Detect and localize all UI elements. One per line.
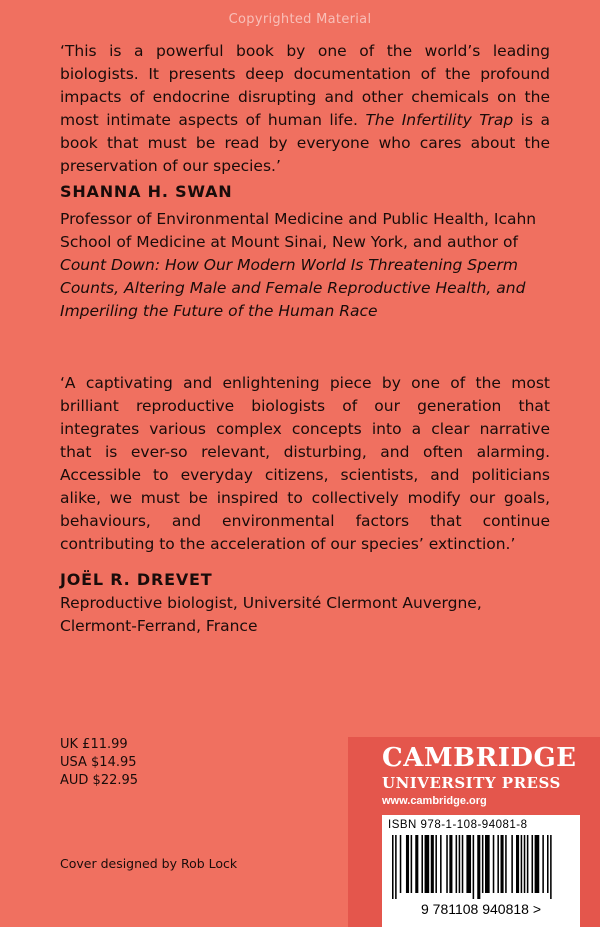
barcode-bar xyxy=(435,835,437,893)
barcode-bar xyxy=(521,835,523,893)
barcode-bar xyxy=(406,835,409,893)
affiliation-1-text: Professor of Environmental Medicine and Public Health, Icahn School of Medicine at Mount Sinai, New York, and author of xyxy=(60,210,537,251)
price-aud: AUD $22.95 xyxy=(60,773,139,788)
quote-1-part-1: ‘This is a powerful book by one of the world’s leading biologists. It presents deep documentation of the profound impacts of endocrine disrupting and other chemicals on the most intimate aspects of human life. xyxy=(60,42,550,129)
endorsement-quote-1 xyxy=(60,40,550,178)
endorser-affiliation-2: Reproductive biologist, Université Clermont Auvergne, Clermont-Ferrand, France xyxy=(60,594,482,635)
endorser-affiliation-1 xyxy=(60,208,550,323)
barcode xyxy=(382,815,580,927)
barcode-bar xyxy=(482,835,484,893)
barcode-bars-graphic xyxy=(386,835,576,899)
barcode-bar xyxy=(501,835,504,893)
barcode-bar xyxy=(456,835,458,893)
barcode-bar xyxy=(497,835,499,893)
barcode-bar xyxy=(392,835,394,899)
publisher-logo-name: CAMBRIDGE xyxy=(382,743,577,773)
book-title: The Infertility Trap xyxy=(365,111,514,129)
barcode-bar xyxy=(421,835,423,893)
barcode-bar xyxy=(459,835,461,893)
barcode-bar xyxy=(425,835,430,893)
barcode-bar xyxy=(473,835,475,899)
barcode-bar xyxy=(466,835,471,893)
barcode-bar xyxy=(550,835,552,899)
endorser-name-2: JOËL R. DREVET xyxy=(60,570,213,589)
barcode-bar xyxy=(524,835,526,893)
barcode-bar xyxy=(493,835,495,893)
publisher-logo-sub: UNIVERSITY PRESS xyxy=(382,774,561,792)
barcode-bar xyxy=(440,835,442,893)
barcode-bar xyxy=(446,835,448,893)
barcode-bar xyxy=(395,835,397,899)
price-list xyxy=(60,736,138,790)
barcode-bar xyxy=(547,835,549,893)
barcode-bar xyxy=(462,835,464,893)
barcode-bar xyxy=(542,835,544,893)
copyright-watermark: Copyrighted Material xyxy=(228,12,372,27)
publisher-block xyxy=(348,737,600,927)
barcode-bar xyxy=(532,835,534,893)
barcode-digits: 9 781108 940818 > xyxy=(420,901,542,917)
barcode-bar xyxy=(449,835,452,893)
barcode-bar xyxy=(415,835,418,893)
cover-credit: Cover designed by Rob Lock xyxy=(60,856,238,871)
barcode-bar xyxy=(516,835,519,893)
barcode-bar xyxy=(431,835,434,893)
barcode-bar xyxy=(411,835,413,893)
barcode-bar xyxy=(527,835,529,893)
price-usa: USA $14.95 xyxy=(60,755,137,770)
barcode-bar xyxy=(400,835,402,893)
isbn-number: ISBN 978-1-108-94081-8 xyxy=(388,819,528,831)
barcode-bar xyxy=(485,835,490,893)
endorsement-quote-2: ‘A captivating and enlightening piece by one of the most brilliant reproductive biologists of our generation that integrates various complex concepts into a clear narrative that is ever-so relevant, disturbing, and often alarming. Accessible to everyday citizens, scientists, and politicians alike, we must be inspired to collectively modify our goals, behaviours, and environmental factors that continue contributing to the acceleration of our species’ extinction.’ xyxy=(60,374,550,553)
price-uk: UK £11.99 xyxy=(60,737,128,752)
barcode-bar xyxy=(535,835,540,893)
affiliation-1-book-title: Count Down: How Our Modern World Is Threatening Sperm Counts, Altering Male and Female Reproductive Health, and Imperiling the Future of the Human Race xyxy=(60,256,526,320)
barcode-bar xyxy=(505,835,507,893)
barcode-bar xyxy=(511,835,513,893)
barcode-bar xyxy=(477,835,480,899)
endorser-name-1: SHANNA H. SWAN xyxy=(60,182,233,201)
quote-1-part-3: is a book that must be read by everyone who cares about the preservation of our species.’ xyxy=(60,111,551,175)
publisher-url: www.cambridge.org xyxy=(382,795,487,807)
